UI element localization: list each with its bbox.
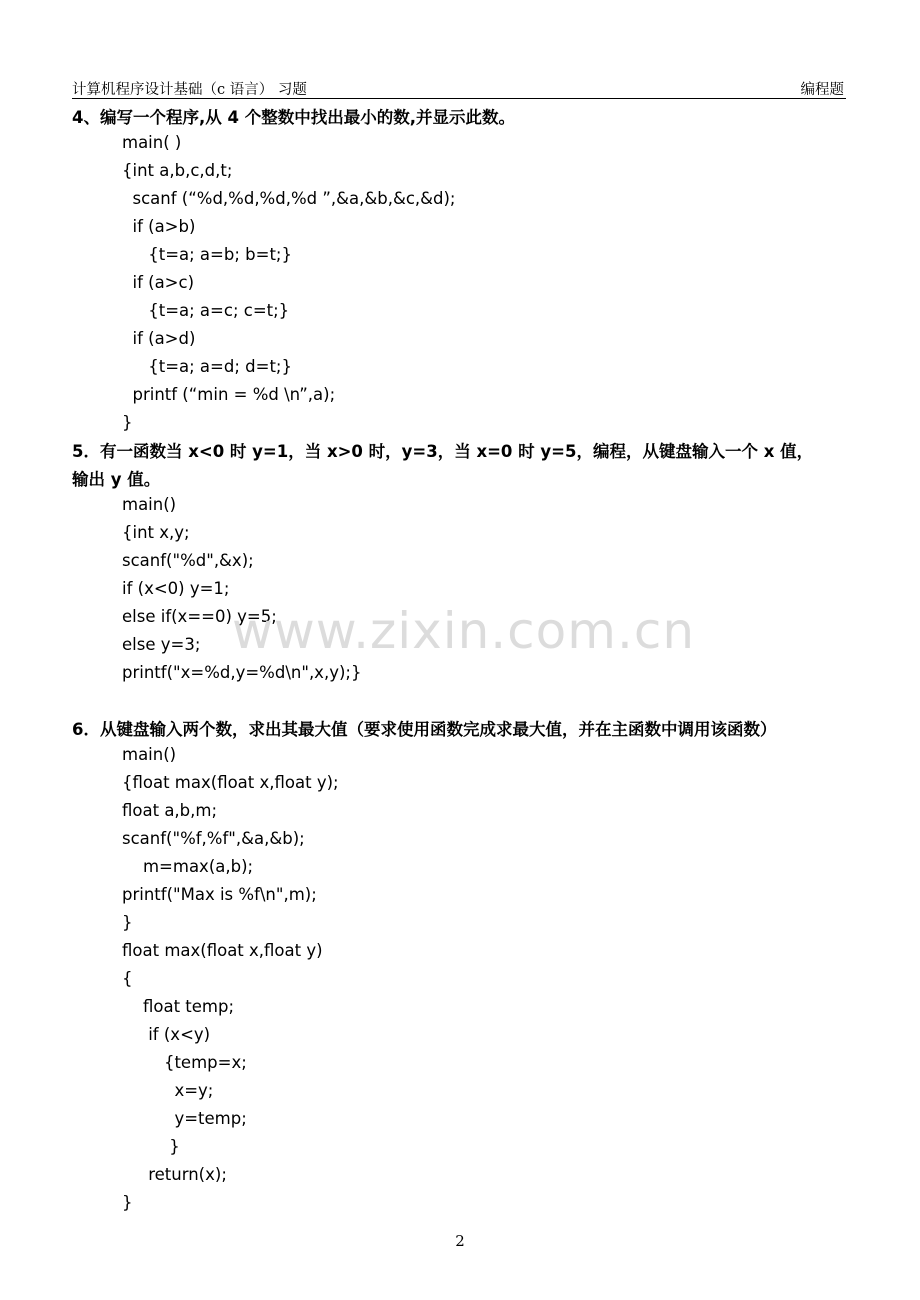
page-number: 2 [455, 1232, 465, 1250]
question-6-prompt: 6．从键盘输入两个数，求出其最大值（要求使用函数完成求最大值，并在主函数中调用该函数） [72, 720, 777, 739]
watermark: www.zixin.com.cn [232, 602, 696, 660]
question-4-prompt: 4、编写一个程序,从 4 个整数中找出最小的数,并显示此数。 [72, 108, 515, 127]
header-section: 编程题 [800, 82, 844, 98]
header-title: 计算机程序设计基础（c 语言） 习题 [72, 82, 307, 98]
page-header [72, 76, 846, 99]
question-4-code: main( ) {int a,b,c,d,t; scanf (“%d,%d,%d,%d ”,&a,&b,&c,&d); if (a>b) {t=a; a=b; b=t;} if (a>c) {t=a; a=c; c=t;} if (a>d) {t=a; a=d; d=t;} printf (“min = %d \n”,a); } [122, 133, 456, 432]
question-5-prompt-line2: 输出 y 值。 [72, 470, 161, 489]
question-5-code: main() {int x,y; scanf("%d",&x); if (x<0) y=1; else if(x==0) y=5; else y=3; printf("x=%d,y=%d\n",x,y);} [122, 495, 362, 682]
question-5-prompt-line1: 5．有一函数当 x<0 时 y=1，当 x>0 时，y=3，当 x=0 时 y=5，编程，从键盘输入一个 x 值， [72, 442, 814, 461]
question-6-code: main() {float max(float x,float y); float a,b,m; scanf("%f,%f",&a,&b); m=max(a,b); printf("Max is %f\n",m); } float max(float x,float y) { float temp; if (x<y) {temp=x; x=y; y=temp; } return(x); } [122, 745, 339, 1212]
